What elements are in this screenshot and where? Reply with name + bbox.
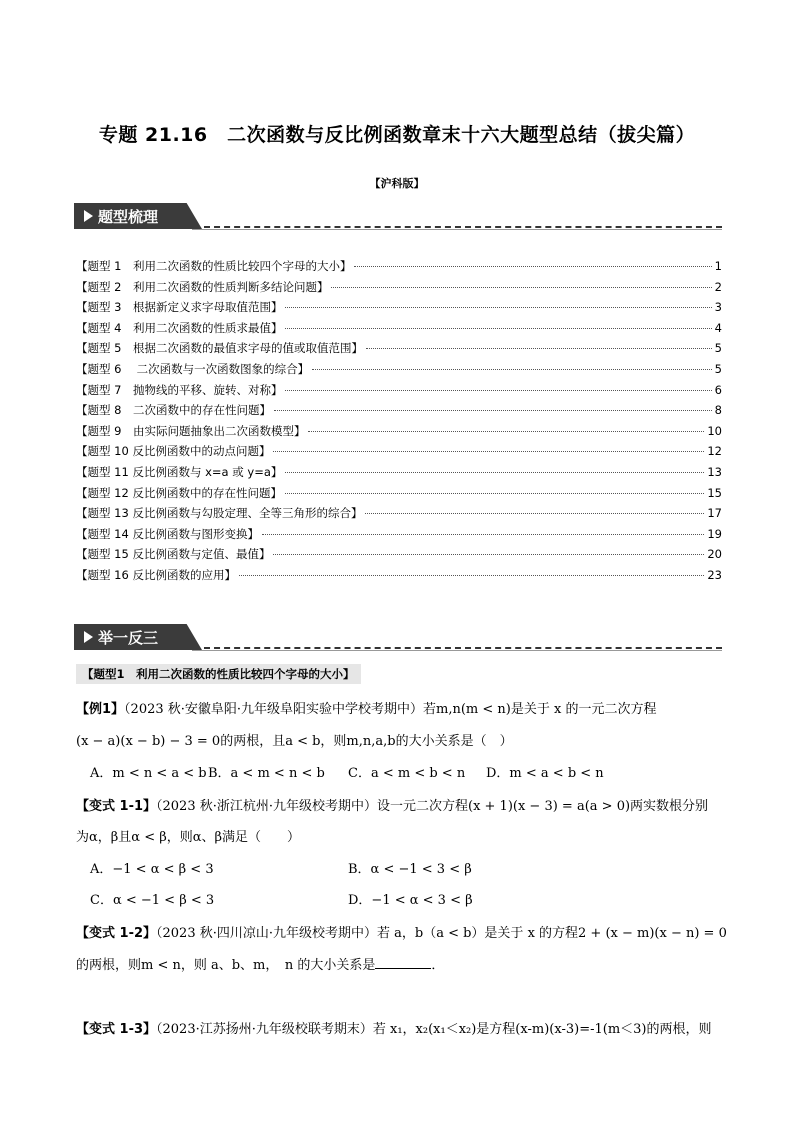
toc-item[interactable] [76, 464, 722, 485]
toc-item[interactable] [76, 279, 722, 300]
toc-leader-dots [312, 369, 712, 370]
option-b: B．α < −1 < 3 < β [348, 862, 472, 877]
toc-item-title: 【题型 3 根据新定义求字母取值范围】 [76, 300, 283, 315]
dashed-rule [204, 647, 722, 649]
play-arrow-icon [84, 210, 93, 222]
variant-text: （2023·江苏扬州·九年级校联考期末）若 x₁，x₂(x₁＜x₂)是方程(x-m)(x-3)=-1(m＜3)的两根，则 [156, 1022, 712, 1037]
toc-leader-dots [365, 513, 704, 514]
toc-item-title: 【题型 12 反比例函数中的存在性问题】 [76, 485, 282, 500]
option-d: D．m < a < b < n [486, 766, 604, 781]
example-1-line-1 [76, 698, 656, 717]
toc-item[interactable] [76, 402, 722, 423]
toc-page-number: 6 [714, 382, 722, 397]
variant-label: 【变式 1-3】 [76, 1022, 157, 1037]
toc-item-title: 【题型 10 反比例函数中的动点问题】 [76, 444, 271, 459]
toc-page-number: 12 [707, 444, 722, 459]
variant-1-2-line-1 [76, 922, 727, 941]
toc-item[interactable] [76, 526, 722, 547]
section-title: 题型梳理 [98, 208, 159, 226]
dashed-rule [204, 226, 722, 228]
variant-text: 的两根，则m < n，则 a、b、m， n 的大小关系是 [76, 958, 376, 973]
option-c: C．a < m < b < n [348, 766, 466, 781]
variant-text: （2023 秋·四川凉山·九年级校考期中）若 a，b（a < b）是关于 x 的方程2 + (x − m)(x − n) = 0 [156, 926, 727, 941]
period: ． [431, 958, 445, 973]
toc-leader-dots [331, 287, 711, 288]
option-d: D．−1 < α < 3 < β [348, 893, 473, 908]
toc-leader-dots [239, 575, 704, 576]
toc-leader-dots [273, 554, 704, 555]
toc-page-number: 15 [707, 485, 722, 500]
toc-leader-dots [366, 348, 712, 349]
section-title: 举一反三 [98, 629, 159, 647]
section-header-examples [74, 624, 722, 654]
example-label: 【例1】 [76, 702, 125, 717]
variant-1-2-line-2 [76, 954, 444, 973]
option-a: A．−1 < α < β < 3 [90, 862, 214, 877]
toc-item[interactable] [76, 567, 722, 588]
toc-item-title: 【题型 15 反比例函数与定值、最值】 [76, 547, 271, 562]
variant-1-1-line-2: 为α，β且α < β，则α、β满足（ ） [76, 830, 301, 845]
toc-page-number: 2 [714, 279, 722, 294]
table-of-contents [76, 258, 722, 588]
toc-page-number: 4 [714, 320, 722, 335]
toc-item-title: 【题型 5 根据二次函数的最值求字母的值或取值范围】 [76, 341, 363, 356]
toc-item[interactable] [76, 340, 722, 361]
toc-leader-dots [354, 266, 711, 267]
toc-leader-dots [273, 451, 704, 452]
toc-item[interactable] [76, 485, 722, 506]
example-text: （2023 秋·安徽阜阳·九年级阜阳实验中学校考期中）若m,n(m < n)是关于 x 的一元二次方程 [124, 702, 657, 717]
toc-item[interactable] [76, 361, 722, 382]
option-a: A．m < n < a < b [90, 766, 207, 781]
play-arrow-icon [84, 631, 93, 643]
toc-item-title: 【题型 4 利用二次函数的性质求最值】 [76, 320, 283, 335]
toc-item[interactable] [76, 505, 722, 526]
toc-item[interactable] [76, 320, 722, 341]
toc-item[interactable] [76, 382, 722, 403]
toc-page-number: 1 [714, 259, 722, 273]
toc-item-title: 【题型 14 反比例函数与图形变换】 [76, 526, 259, 541]
toc-item[interactable] [76, 258, 722, 279]
toc-leader-dots [285, 472, 704, 473]
toc-page-number: 5 [714, 341, 722, 356]
variant-label: 【变式 1-2】 [76, 926, 157, 941]
toc-page-number: 13 [707, 464, 722, 479]
toc-page-number: 23 [707, 567, 722, 582]
toc-item-title: 【题型 13 反比例函数与勾股定理、全等三角形的综合】 [76, 506, 363, 521]
toc-item-title: 【题型 16 反比例函数的应用】 [76, 567, 236, 582]
topic-heading: 【题型1 利用二次函数的性质比较四个字母的大小】 [76, 664, 361, 684]
example-1-line-2: (x − a)(x − b) − 3 = 0的两根，且a < b，则m,n,a,b的大小关系是（ ） [76, 734, 513, 749]
toc-page-number: 8 [714, 403, 722, 418]
toc-leader-dots [308, 431, 704, 432]
page-title: 专题 21.16 二次函数与反比例函数章末十六大题型总结（拔尖篇） [98, 124, 696, 146]
toc-leader-dots [285, 493, 704, 494]
thin-rule [192, 229, 722, 230]
toc-page-number: 10 [707, 423, 722, 438]
option-b: B．a < m < n < b [208, 766, 325, 781]
toc-leader-dots [274, 410, 712, 411]
toc-page-number: 20 [707, 547, 722, 562]
toc-item-title: 【题型 11 反比例函数与 x=a 或 y=a】 [76, 464, 283, 479]
answer-blank [375, 956, 431, 969]
toc-page-number: 3 [714, 300, 722, 315]
option-c: C．α < −1 < β < 3 [90, 893, 215, 908]
variant-text: （2023 秋·浙江杭州·九年级校考期中）设一元二次方程(x + 1)(x − 3) = a(a > 0)两实数根分别 [156, 799, 709, 814]
toc-item-title: 【题型 7 抛物线的平移、旋转、对称】 [76, 382, 283, 397]
variant-1-1-line-1 [76, 795, 708, 814]
toc-page-number: 17 [707, 506, 722, 521]
toc-leader-dots [285, 307, 711, 308]
toc-leader-dots [262, 534, 704, 535]
variant-1-3-line-1 [76, 1018, 712, 1037]
toc-item-title: 【题型 6 二次函数与一次函数图象的综合】 [76, 361, 310, 376]
toc-leader-dots [285, 390, 711, 391]
toc-item-title: 【题型 9 由实际问题抽象出二次函数模型】 [76, 423, 306, 438]
toc-page-number: 19 [707, 526, 722, 541]
toc-item-title: 【题型 1 利用二次函数的性质比较四个字母的大小】 [76, 259, 352, 273]
variant-label: 【变式 1-1】 [76, 799, 157, 814]
toc-item[interactable] [76, 423, 722, 444]
toc-item-title: 【题型 8 二次函数中的存在性问题】 [76, 403, 271, 418]
toc-page-number: 5 [714, 361, 722, 376]
section-header-overview [74, 203, 722, 233]
toc-leader-dots [285, 328, 711, 329]
toc-item[interactable] [76, 299, 722, 320]
toc-item[interactable] [76, 546, 722, 567]
toc-item-title: 【题型 2 利用二次函数的性质判断多结论问题】 [76, 279, 329, 294]
toc-item[interactable] [76, 443, 722, 464]
edition-label: 【沪科版】 [369, 177, 425, 190]
thin-rule [192, 650, 722, 651]
